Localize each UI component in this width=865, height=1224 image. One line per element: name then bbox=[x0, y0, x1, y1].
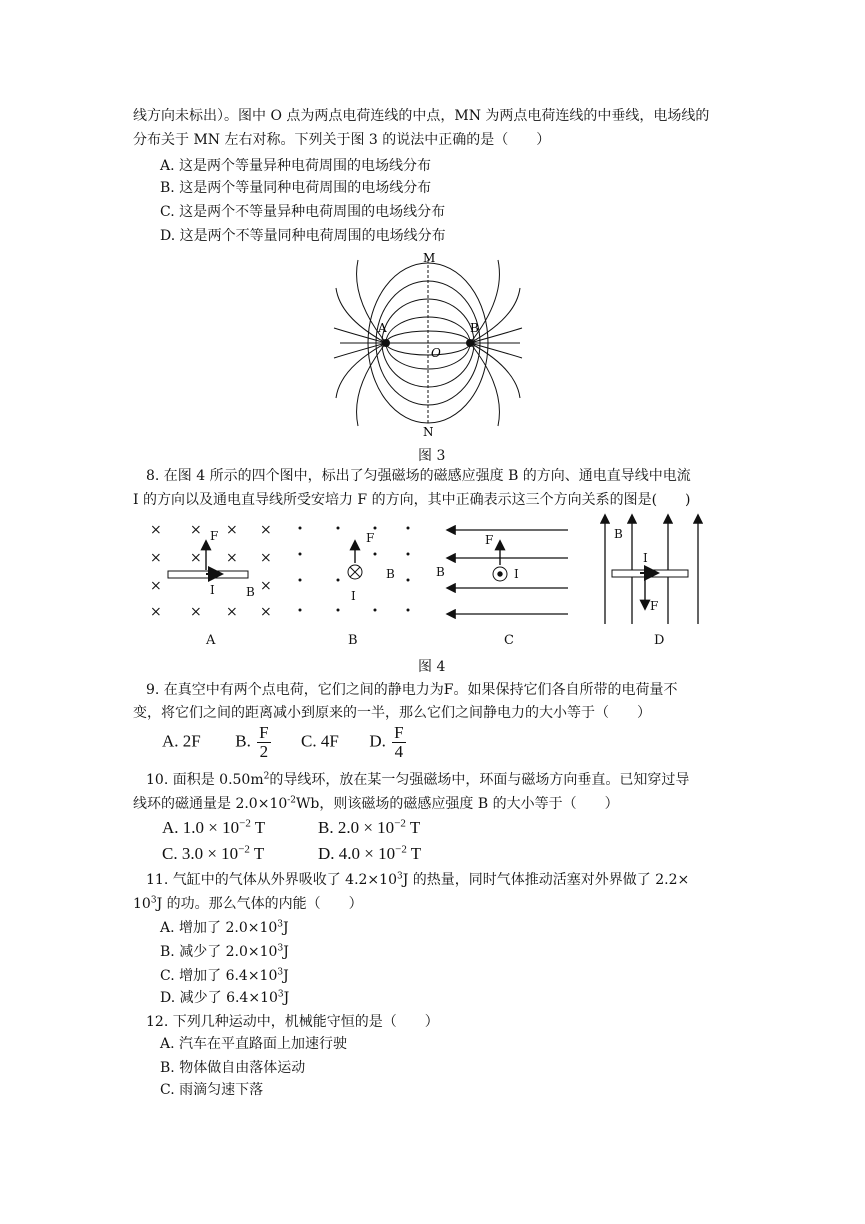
q10-text-line-2: 线环的磁通量是 $2.0\times 10^{-2}Wb$，则该磁场的磁感应强度 B 的大小等于（ ） bbox=[133, 795, 619, 812]
panel-c-label-b: B bbox=[436, 565, 445, 579]
panel-b-label-b: B bbox=[386, 567, 395, 581]
q9-option-c: C. 4F bbox=[301, 731, 339, 751]
panel-d-label-i: I bbox=[643, 551, 648, 565]
charge-b-dot bbox=[466, 339, 474, 347]
svg-text:×: × bbox=[190, 604, 202, 620]
q11-text-line-2: $10^3J$ 的功。那么气体的内能（ ） bbox=[133, 895, 363, 912]
q11-option-d: D. 减少了 $6.4\times 10^3J$ bbox=[160, 989, 290, 1006]
q7-text-line-2: 分布关于 MN 左右对称。下列关于图 3 的说法中正确的是（ ） bbox=[133, 132, 551, 148]
q10-option-a: A. $1.0 \times 10^{-2}$ T bbox=[162, 817, 266, 837]
q9-option-b-fraction: $\frac{F}{2}$ bbox=[259, 723, 269, 761]
panel-a bbox=[150, 522, 272, 648]
panel-d-letter: D bbox=[654, 633, 665, 648]
panel-b-label-i: I bbox=[351, 589, 356, 603]
q12-text-line-1: 12. 下列几种运动中，机械能守恒的是（ ） bbox=[146, 1014, 439, 1030]
q12-option-c: C. 雨滴匀速下落 bbox=[160, 1082, 264, 1098]
panel-a-label-i: I bbox=[210, 583, 215, 597]
label-m: M bbox=[423, 251, 436, 265]
q9-option-d-letter: D. bbox=[369, 731, 386, 751]
panel-b-letter: B bbox=[348, 633, 358, 648]
q8-text-line-2: I 的方向以及通电直导线所受安培力 F 的方向，其中正确表示这三个方向关系的图是( ) bbox=[133, 492, 691, 508]
panel-d-label-f: F bbox=[650, 599, 659, 613]
q12-option-a: A. 汽车在平直路面上加速行驶 bbox=[160, 1036, 348, 1052]
q7-text-line-1: 线方向未标出）。图中 O 点为两点电荷连线的中点，MN 为两点电荷连线的中垂线，电场线的 bbox=[133, 108, 710, 124]
q7-option-a: A. 这是两个等量异种电荷周围的电场线分布 bbox=[160, 158, 432, 174]
panel-a-label-b: B bbox=[246, 585, 255, 599]
figure-4-panels bbox=[140, 512, 740, 652]
svg-text:×: × bbox=[260, 550, 272, 566]
q9-option-a: A. 2F bbox=[162, 731, 201, 751]
q8-text-line-1: 8. 在图 4 所示的四个图中，标出了匀强磁场的磁感应强度 B 的方向、通电直导线中电流 bbox=[146, 468, 691, 484]
q11-option-b: B. 减少了 $2.0\times 10^3J$ bbox=[160, 943, 289, 960]
q9-option-b-letter: B. bbox=[235, 731, 251, 751]
label-b: B bbox=[470, 321, 479, 335]
q7-option-c: C. 这是两个不等量异种电荷周围的电场线分布 bbox=[160, 204, 446, 220]
q10-text-line-1: 10. 面积是 $0.50m^2$的导线环，放在某一匀强磁场中，环面与磁场方向垂直。已知穿过导 bbox=[146, 771, 690, 788]
figure-4-caption: 图 4 bbox=[418, 659, 446, 675]
panel-c-label-i: I bbox=[514, 567, 519, 581]
q11-option-c: C. 增加了 $6.4\times 10^3J$ bbox=[160, 967, 289, 984]
q9-option-d-fraction: $\frac{F}{4}$ bbox=[394, 723, 404, 761]
svg-text:×: × bbox=[190, 550, 202, 566]
svg-text:×: × bbox=[190, 522, 202, 538]
label-a: A bbox=[378, 321, 387, 335]
panel-a-letter: A bbox=[206, 633, 216, 648]
q9-options bbox=[162, 724, 406, 761]
panel-c-label-f: F bbox=[485, 533, 494, 547]
label-o: O bbox=[431, 346, 441, 360]
svg-text:×: × bbox=[150, 604, 162, 620]
panel-d-label-b: B bbox=[614, 527, 623, 541]
q10-option-d: D. $4.0 \times 10^{-2}$ T bbox=[318, 843, 422, 863]
q9-text-line-2: 变，将它们之间的距离减小到原来的一半，那么它们之间静电力的大小等于（ ） bbox=[133, 705, 651, 721]
svg-text:×: × bbox=[150, 578, 162, 594]
svg-text:×: × bbox=[260, 522, 272, 538]
panel-d bbox=[605, 516, 698, 648]
q11-option-a: A. 增加了 $2.0\times 10^3J$ bbox=[160, 919, 289, 936]
figure-3-field-lines bbox=[330, 248, 530, 438]
charge-a-dot bbox=[382, 339, 390, 347]
q10-option-b: B. $2.0 \times 10^{-2}$ T bbox=[318, 817, 421, 837]
svg-text:×: × bbox=[226, 604, 238, 620]
svg-text:×: × bbox=[226, 550, 238, 566]
svg-text:×: × bbox=[150, 522, 162, 538]
panel-c bbox=[436, 530, 568, 648]
figure-3-caption: 图 3 bbox=[418, 448, 446, 464]
label-n: N bbox=[423, 425, 434, 438]
panel-c-letter: C bbox=[504, 633, 514, 648]
q11-text-line-1: 11. 气缸中的气体从外界吸收了 $4.2\times 10^3J$ 的热量，同时气体推动活塞对外界做了 2.2× bbox=[146, 871, 690, 888]
svg-text:×: × bbox=[260, 578, 272, 594]
q12-option-b: B. 物体做自由落体运动 bbox=[160, 1060, 306, 1076]
panel-b bbox=[299, 527, 410, 649]
q10-option-c: C. $3.0 \times 10^{-2}$ T bbox=[162, 843, 265, 863]
panel-b-label-f: F bbox=[366, 531, 375, 545]
panel-a-label-f: F bbox=[210, 529, 219, 543]
q7-option-b: B. 这是两个等量同种电荷周围的电场线分布 bbox=[160, 180, 432, 196]
q9-text-line-1: 9. 在真空中有两个点电荷，它们之间的静电力为F。如果保持它们各自所带的电荷量不 bbox=[146, 682, 678, 698]
svg-text:×: × bbox=[260, 604, 272, 620]
svg-text:×: × bbox=[226, 522, 238, 538]
svg-text:×: × bbox=[150, 550, 162, 566]
q7-option-d: D. 这是两个不等量同种电荷周围的电场线分布 bbox=[160, 228, 446, 244]
